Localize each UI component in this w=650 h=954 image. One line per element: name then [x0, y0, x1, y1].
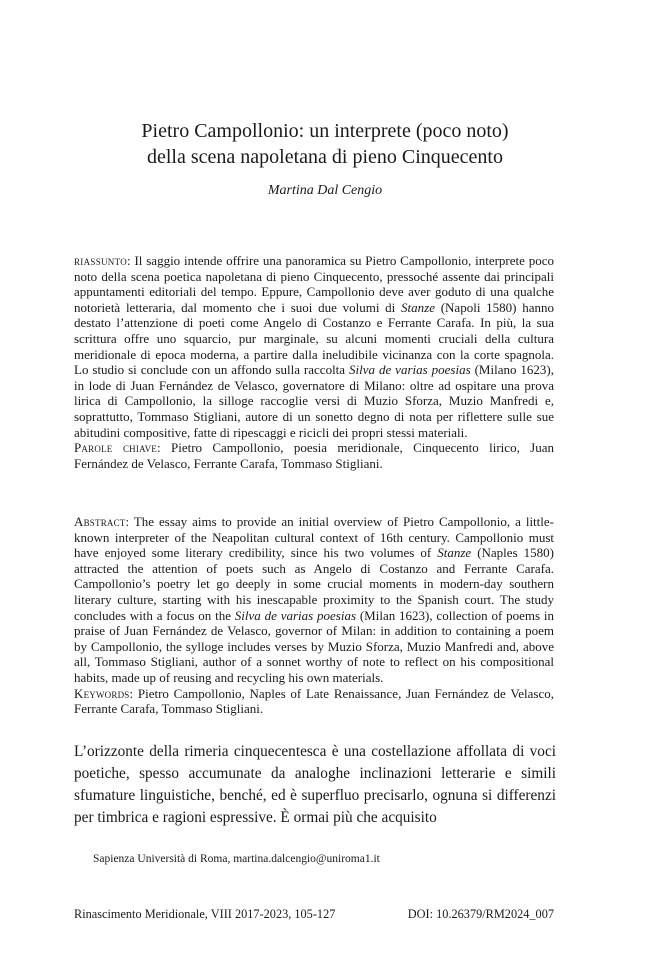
parole-chiave-text: : Pietro Campollonio, poesia meridionale, Cinquecento lirico, Juan Fernández de Velasco, Ferrante Carafa, Tommaso Stigliani. — [74, 440, 554, 471]
abstract-section — [74, 514, 554, 717]
doi-label: DOI: 10.26379/RM2024_007 — [407, 907, 554, 921]
abstract-text-2: (Naples 1580) attracted the attention of poets such as Angelo di Costanzo and Ferrante Carafa. Campollonio’s poetry let go deeply in some crucial moments in modern-day southern literary culture, starting with his inescapable proximity to the Spanish court. The study concludes with a focus on the — [74, 545, 554, 623]
abstract-text-3: (Milan 1623), collection of poems in praise of Juan Fernández de Velasco, governor of Milan: in addition to containing a poem by Campollonio, the sylloge includes verses by Muzio Sforza, Muzio Manfredi and, above all, Tommaso Stigliani, author of a sonnet worthy of note to reflect on his compositional habits, made up of reusing and recycling his own materials. — [74, 607, 555, 685]
riassunto-paragraph — [74, 253, 554, 440]
riassunto-italic-1: Stanze — [401, 299, 435, 315]
keywords-text: : Pietro Campollonio, Naples of Late Renaissance, Juan Fernández de Velasco, Ferrante Carafa, Tommaso Stigliani. — [74, 685, 554, 717]
keywords-label: Keywords — [74, 685, 130, 701]
riassunto-text-3: (Milano 1623), in lode di Juan Fernández de Velasco, governatore di Milano: oltre ad ospitare una prova lirica di Campollonio, la silloge raccoglie versi di Muzio Sforza, Muzio Manfredi e, soprattutto, Tommaso Stigliani, autore di un sonetto degno di nota per riflettere sulle sue abitudini compositive, fatte di ripescaggi e ricicli dei propri stessi materiali. — [74, 362, 555, 440]
parole-chiave-paragraph — [74, 440, 554, 471]
keywords-paragraph — [74, 686, 554, 717]
riassunto-label: riassunto — [74, 253, 128, 268]
title-line-1: Pietro Campollonio: un interprete (poco noto) — [141, 120, 509, 142]
author-affiliation-footnote: Sapienza Università di Roma, martina.dalcengio@uniroma1.it — [93, 853, 380, 865]
riassunto-italic-2: Silva de varias poesias — [349, 362, 471, 378]
abstract-label: Abstract — [74, 514, 126, 529]
parole-chiave-label: Parole chiave — [74, 440, 158, 456]
article-title — [60, 118, 590, 170]
abstract-italic-1: Stanze — [437, 545, 472, 561]
journal-citation: Rinascimento Meridionale, VIII 2017-2023, 105-127 — [74, 907, 336, 921]
author-name: Martina Dal Cengio — [267, 183, 383, 198]
abstract-italic-2: Silva de varias poesias — [234, 607, 357, 623]
title-line-2: della scena napoletana di pieno Cinquecento — [147, 146, 503, 168]
riassunto-section — [74, 253, 554, 471]
abstract-text-1: : The essay aims to provide an initial overview of Pietro Campollonio, a little-known interpreter of the Neapolitan cultural context of 16th century. Campollonio must have enjoyed some literary credibility, since his two volumes of — [74, 514, 554, 561]
abstract-paragraph — [74, 514, 554, 686]
riassunto-text-2: (Napoli 1580) hanno destato l’attenzione di poeti come Angelo di Costanzo e Ferrante Carafa. In più, la sua scrittura offre uno squarcio, pur marginale, su alcuni momenti cruciali della cultura meridionale di epoca moderna, a partire dalla ineludibile vicinanza con la corte spagnola. Lo studio si conclude con un affondo sulla raccolta — [74, 299, 555, 378]
body-paragraph: L’orizzonte della rimeria cinquecentesca è una costellazione affollata di voci poetiche, spesso accumunate da analoghe inclinazioni letterarie e simili sfumature linguistiche, benché, ed è superfluo precisarlo, ognuna si differenzi per timbrica e ragioni espressive. È ormai più che acquisito — [74, 743, 556, 826]
riassunto-text-1: : Il saggio intende offrire una panoramica su Pietro Campollonio, interprete poco noto della scena poetica napoletana di pieno Cinquecento, pressoché assente dai principali appuntamenti editoriali del tempo. Eppure, Campollonio deve aver goduto di una qualche notorietà letteraria, dal momento che i suoi due volumi di — [74, 253, 554, 315]
